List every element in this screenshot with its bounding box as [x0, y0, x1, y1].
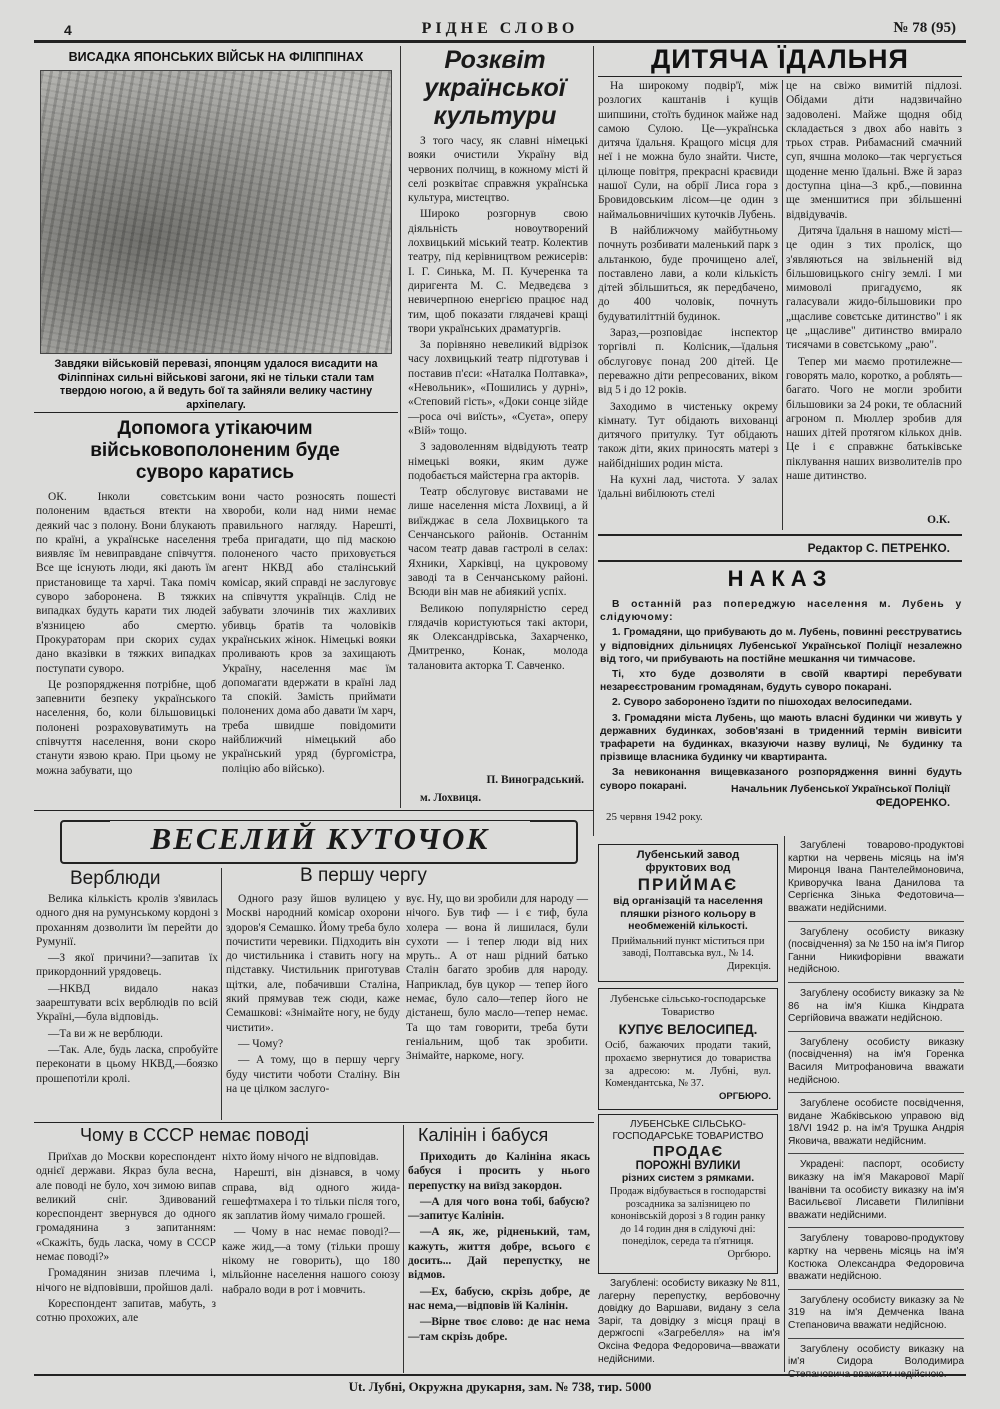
- canteen-p3: Зараз,—розповідає інспектор торгівлі п. Колісник,—їдальня обслуговує понад 200 дітей. Це переважно діти репресованих, віком від 5 і до 12 років.: [598, 327, 778, 397]
- masthead-rule: [34, 40, 966, 43]
- canteen-p1: На широкому подвір'ї, між розлогих каштанів і кущів шипшини, стоїть будинок майже над самою Сулою. Це—українська дитяча їдальня. Кращого місця для неї і не можна було знайти. Чисте, цілюще повітря, прекрасні краєвиди нашої Сули, на обрії Лиса гора з Бровидовським лісом—це один з наймальовничіших куточків Лубень.: [598, 80, 778, 221]
- ad-hives-kind: різних систем з рямками.: [621, 1172, 755, 1184]
- ad-fruit-body: від організацій та населення пляшки різного кольору в необмеженій кількості.: [613, 895, 763, 932]
- order-headline: НАКАЗ: [727, 566, 833, 591]
- camels-p4: —Та ви ж не верблюди.: [48, 1027, 163, 1040]
- refugees-p2: Це розпорядження потрібне, щоб запевнити безпеку українського населення, бо, коли більшовицькі полонені розраховуватимуть на співчуття населення, вони скоро станути язвою краю. При цьому не можна забувати, що: [36, 678, 216, 777]
- weather-p1: Приїхав до Москви кореспондент однієї держави. Якраз була весна, але поводі не було, хоч зимою випав великий сніг. Здивований кореспондент звернувся до одного громадянина з запитанням: «Скажіть, будь ласка, чому в СССР немає поводі?»: [36, 1151, 216, 1264]
- order-date: 25 червня 1942 року.: [606, 811, 703, 823]
- culture-p5: Театр обслуговує виставами не лише населення міста Лохвиці, а й виїжджає в села Лохвицького та Сенчанського районів. Останнім часом театр давав гастролі в селах: Яхники, Харківці, на цукровому заводі та в Сенчанському районі. Всюди він мав не абиякий успіх.: [408, 486, 588, 599]
- ad-hives-body: Продаж відбувається в господарстві розсадника за залізницею по кононівській дорозі з 8 годин ранку до 14 годин дня в слідуючі дні: понеділок, середа та п'ятниця.: [609, 1186, 767, 1247]
- ad-fruit-org: Лубенський завод фруктових вод: [636, 849, 740, 874]
- culture-signature: П. Виноградський.: [486, 774, 584, 786]
- kalinin-body: [408, 1150, 590, 1380]
- order-item-5: За невиконання вищевказаного розпорядження винні будуть суворо покарані.: [600, 767, 962, 792]
- culture-headline: Розквіт української культури: [424, 46, 566, 130]
- weather-col2: [222, 1150, 400, 1380]
- ad-fruit-title: ПРИЙМАЄ: [637, 875, 739, 894]
- camels-p2: —З якої причини?—запитав їх прикордонний урядовець.: [36, 952, 218, 979]
- weather-p3: Кореспондент запитав, мабуть, з сотню прохожих, але: [36, 1297, 216, 1325]
- canteen-headline: ДИТЯЧА ЇДАЛЬНЯ: [651, 44, 909, 74]
- lost-notice: Загублену особисту виказку за № 86 на ім'я Кішка Кіндрата Сергійовича вважати недійсною.: [788, 988, 964, 1032]
- lost-notice: Загублену товарово-продуктову картку на червень місяць на ім'я Костюка Олександра Федоровича вважати недійсною.: [788, 1233, 964, 1289]
- culture-p6: Великою популярністю серед глядачів користуються такі актори, як Олександрівська, Захарченко, Дмитренко, Конак, молода талановита акторка Т. Савченко.: [408, 602, 588, 672]
- ad-bike-title: КУПУЄ ВЕЛОСИПЕД.: [618, 1022, 758, 1037]
- lost-notice: Украдені: паспорт, особисту виказку на ім'я Макарової Марії Іванівни та особисту виказку на ім'я Васильєвої Лисавети Пилипівни вважати недійсними.: [788, 1159, 964, 1228]
- page-number: 4: [64, 22, 72, 38]
- order-intro: В останній раз попереджую населення м. Лубень у слідуючому:: [600, 599, 962, 624]
- lost-notice: Загублену особисту виказку на ім'я Сидора Володимира: [788, 1343, 964, 1368]
- canteen-p4: Заходимо в чистеньку окрему кімнату. Тут обідають вихованці дитячого притулку. Тут обідають також діти, яких приносять матері з найбідніших родин міста.: [598, 400, 778, 470]
- weather-p2: Громадянин знизав плечима і, нічого не відповівши, пройшов далі.: [36, 1267, 216, 1294]
- kalinin-p3: —А як, же, рідненький, там, кажуть, життя добре, всього є досить... Дай перепустку, не відмов.: [408, 1226, 590, 1282]
- lost-notice: Загублену особисту виказку за № 319 на ім'я Демченка Івана Степановича вважати недійсною.: [788, 1295, 964, 1339]
- humor-mid-rule: [34, 1122, 594, 1123]
- weather-p6: — Чому в нас немає поводі?—каже жид,—а тому (тільки прошу нікому не говорить), що 180 мільйонне населення нашого союзу набрало води в рот і мовчить.: [222, 1226, 400, 1296]
- weather-title: Чому в СССР немає поводі: [80, 1125, 309, 1145]
- refugees-p1: ОК. Інколи совєтським полоненим вдається втекти на деякий час з полону. Вони блукають по країні, а українське населення виявляє їм невиправдане співчуття. Все ще існують люди, які дають їм пристановище та харчі. Така поміч суворо заборонена. В тяжких випадках будуть карати тих людей в'язницею або смертю. Прокураторам при скорих судах дано вказівки в тяжких випадках поступати суворо.: [36, 491, 216, 675]
- canteen-p2: В найближчому майбутньому почнуть розбивати маленький парк з альтанкою, буде прочищено алеї, поставлено лави, а коли кількість дітей збільшиться, як передбачено, до 400 чоловік, почнуть будуватиліттній будинок.: [598, 224, 778, 323]
- ad-hives: [598, 1114, 778, 1274]
- order-item-4: 3. Громадяни міста Лубень, що мають власні будинки чи живуть у державних будинках, зобов'язані в триденний термін вивісити трафарети на будинках, вказуючи назву вулиці, № будинку та прізвище власника будинку чи квартиранта.: [600, 712, 962, 764]
- order-item-1: 1. Громадяни, що прибувають до м. Лубень, повинні реєструватись у відповідних дільницях Лубенської Української Поліції незалежно від того, чи прибувають на постійне мешкання чи тимчасове.: [600, 627, 962, 665]
- photo-rule: [34, 412, 398, 413]
- refugees-col2: [222, 490, 396, 810]
- ad-hives-sign: Оргбюро.: [727, 1248, 771, 1260]
- ad-fruit-note: Приймальний пункт міститься при заводі, Полтавська вул., № 14.: [611, 935, 765, 959]
- culture-p1: З того часу, як славні німецькі вояки очистили Україну від червоних полчищ, в кожному місті й селі розквітає справжня українська культура, мистецтво.: [408, 135, 588, 205]
- culture-p2: Широко розгорнув свою діяльність новоутворений лохвицький міський театр. Колектив театру, під керівництвом режисерів: І. Г. Синька, М. П. Кучеренка та диригента М. С. Медведєва з невичерпною енергією працює над тим, щоб показати глядачеві кращі твори українських драматургів.: [408, 208, 588, 335]
- editor-rule: [598, 560, 962, 562]
- ad-bike-sign: ОРГБЮРО.: [719, 1091, 771, 1103]
- photo-caption: Завдяки військовій перевазі, японцям удалося висадити на Філіппінах сильні військові загони, які не тільки стали там твердою ногою, а й ведуть бої та зайняли велику частину архіпелагу.: [54, 358, 378, 411]
- ad-fruit-sign: Дирекція.: [727, 960, 771, 972]
- refugees-p3: вони часто розносять пошесті хвороби, коли над ними немає правильного нагляду. Нарешті, треба пригадати, що під маскою полоненого часто приховується агент НКВД або сталінський комісар, який справді не заслуговує на співчуття українців. Слід не забувати злочинів тих жахливих убивць братів та чоловіків українських жінок. Німецькі вояки проливають кров за захищають Україну, населення має їм допомагати вдержати в країні лад та спокій. Замість приймати полонених дома або давати їм харч, треба швидше повідомити найближчий німецький або український уряд (бургомістра, поліцію або військо).: [222, 491, 396, 775]
- lost-notice: Загублені товарово-продуктові картки на червень місяць на ім'я Миронця Івана Пантелеймоновича, Криворучка Івана Данилова та Сергієнка Зінька Федотовича—вважати недійсними.: [788, 840, 964, 922]
- lost-main: [598, 1278, 780, 1368]
- canteen-signature: О.К.: [927, 514, 950, 526]
- culture-p4: З задоволенням відвідують театр німецькі вояки, яким дуже подобається майстерна гра акторів.: [408, 441, 588, 482]
- ad-hives-title: ПРОДАЄ: [652, 1143, 724, 1160]
- kalinin-p1: Приходить до Калініна якась бабуся і просить у нього перепустку на виїзд закордон.: [408, 1151, 590, 1192]
- order-item-3: 2. Суворо заборонено їздити по пішоходах велосипедами.: [612, 697, 912, 709]
- col-rule-1: [400, 46, 401, 808]
- issue-number: № 78 (95): [893, 20, 956, 36]
- first-title: В першу чергу: [300, 865, 427, 886]
- camels-title: Верблюди: [70, 868, 161, 889]
- canteen-p7: Дитяча їдальня в нашому місті—це один з тих проліск, що з'являються на звільненій від більшовицького снігу землі. І ми мимоволі пригадуємо, як галасували жидо-більшовики про „щасливе совєтське дитинство" і як це „щасливе" дитинство вмирало тисячами в совєтському „раю".: [786, 224, 962, 352]
- footer-imprint: Ut. Лубні, Окружна друкарня, зам. № 738, тир. 5000: [348, 1379, 652, 1394]
- ad-fruit: [598, 844, 778, 982]
- ad-hives-org: ЛУБЕНСЬКЕ СІЛЬСЬКО-ГОСПОДАРСЬКЕ ТОВАРИСТВО: [612, 1119, 764, 1142]
- camels-p1: Велика кількість кролів з'явилась одного дня на румунському кордоні з проханням дозволити їм перейти до Румунії.: [36, 893, 218, 948]
- order-body: [600, 598, 962, 795]
- ad-bike: [598, 988, 778, 1110]
- refugees-col1: [36, 490, 216, 810]
- canteen-col2: [786, 79, 962, 513]
- kalinin-title: Калінін і бабуся: [418, 1125, 549, 1145]
- order-sign-title: Начальник Лубенської Української Поліції: [730, 783, 950, 795]
- ad-hives-subtitle: ПОРОЖНІ ВУЛИКИ: [635, 1160, 741, 1172]
- lost-notices: [788, 840, 964, 1372]
- lost-notice: Загублене особисте посвідчення, видане Жабківською управою від 18/VI 1942 р. на ім'я Трушка Андрія Яковича, вважати недійсним.: [788, 1098, 964, 1154]
- kalinin-p2: —А для чого вона тобі, бабусю?—запитує Калінін.: [408, 1195, 590, 1223]
- camels-body: [36, 892, 218, 1122]
- canteen-bottom-rule: [598, 534, 962, 536]
- lost-main-text: Загублені: особисту виказку № 811, лагерну перепустку, вербовочну довідку до Варшави, видану з села Заріг, та довідку з місця праці в держгоспі «Загребелля» на ім'я Оксіна Федора Федоровича—вважати недійсними.: [598, 1278, 780, 1365]
- editor-line: Редактор С. ПЕТРЕНКО.: [807, 541, 950, 555]
- first-p2: — Чому?: [238, 1037, 284, 1050]
- photo-headline: ВИСАДКА ЯПОНСЬКИХ ВІЙСЬК НА ФІЛІППІНАХ: [68, 50, 364, 64]
- canteen-p5: На кухні лад, чистота. У залах їдальні вибілюють стелі: [598, 474, 778, 501]
- weather-p4: ніхто йому нічого не відповідав.: [222, 1151, 379, 1163]
- first-p1: Одного разу йшов вулицею у Москві народний комісар охорони здоров'я Семашко. Йому треба було почистити черевики. Підходить він до чистильника і ставить ногу на підставку. Чистильник приготував щітки, але, побачивши Сталіна, який прямував теж сюди, каже Семашкові: «Знімайте ногу, не буду чистити».: [226, 893, 400, 1034]
- first-col2: [406, 892, 588, 1122]
- ad-bike-org: Лубенське сільсько-господарське Товариство: [610, 993, 766, 1018]
- humor-rule-top: [34, 810, 594, 811]
- lost-notice: Загублену особисту виказку (посвідчення) на ім'я Горенка Василя Митрофановича вважати недійсною.: [788, 1037, 964, 1093]
- canteen-p6: це на свіжо вимитій підлозі. Обідами діти надзвичайно задоволені. Майже щодня обід складається з двох або навіть з трьох страв. Рибамасний смачний суп, ячшна молоко—так чергується щоденне меню їдальні. Вже й зараз доступна ціна—3 крб.,—повинна ще зменшитися при збільшенні відвідувачів.: [786, 80, 962, 221]
- footer-rule: [34, 1374, 966, 1376]
- lost-notice: Загублену особисту виказку (посвідчення) за № 150 на ім'я Пигор Ганни Никифорівни вважати недійсною.: [788, 927, 964, 983]
- camels-p3: —НКВД видало наказ заарештувати всіх верблюдів по всій Україні,—була відповідь.: [36, 982, 218, 1024]
- refugees-headline: Допомога утікаючим військовополоненим буде суворо каратись: [90, 418, 340, 483]
- humor-col-rule-1: [221, 868, 222, 1120]
- kalinin-p5: —Вірне твоє слово: де нас нема—там скрізь добре.: [408, 1316, 590, 1343]
- humor-banner: ВЕСЕЛИЙ КУТОЧОК: [110, 821, 530, 857]
- canteen-p8: Тепер ми маємо протилежне—говорять мало, коротко, а роблять—багато. Чого не могли зробити більшовики за 24 роки, те обласний агроном п. Мюллер зробив для наших дітей протягом кількох днів. Це і є справжнє батьківське піклування наших визволителів про наше дитинство.: [786, 355, 962, 483]
- humor-col-rule-2: [403, 1125, 404, 1373]
- first-col1: [226, 892, 400, 1122]
- weather-col1: [36, 1150, 216, 1380]
- first-p3: — А тому, що в першу чергу буду чистити чоботи Сталіну. Він на це цілком заслуго-: [226, 1054, 400, 1095]
- camels-p5: —Так. Але, будь ласка, спробуйте переконати в цьому НКВД,—боязко прошепотіли кролі.: [36, 1043, 218, 1085]
- canteen-rule: [598, 76, 962, 77]
- col-rule-2: [593, 46, 594, 836]
- first-p4: вує. Ну, що ви зробили для народу — нічого. Був тиф — і є тиф, була холера — вона й лишилася, були сухоти — і тепер люди від них мруть.. А от наш рідний батько Сталін багато зробив для народу. Наприклад, був цукор — тепер його немає, було сало—тепер його не дістанеш, було масло—тепер немає. Та що там говорити, треба бути геніальним, щоб так зробити. Знімайте, наркоме, ногу.: [406, 893, 588, 1063]
- canteen-col-rule: [782, 80, 783, 530]
- ad-bike-body: Осіб, бажаючих продати такий, прохаємо звернутися до товариства за адресою: м. Лубні, вул. Комендантська, № 37.: [605, 1040, 771, 1090]
- order-sign-name: ФЕДОРЕНКО.: [875, 797, 950, 809]
- canteen-col1: [598, 79, 778, 529]
- weather-p5: Нарешті, він дізнався, в чому справа, від одного жида-гешефтмахера і то тільки після того, як заплатив йому чимало грошей.: [222, 1167, 400, 1223]
- culture-p3: За порівняно невеликий відрізок часу лохвицький театр підготував і поставив п'єси: «Наталка Полтавка», «Невольник», «Пошились у дурні», «Степовий гість», «Доки сонце зійде—роса очі виїсть», «Суєта», оперу «Вій» тощо.: [408, 339, 588, 437]
- paper-title: РІДНЕ СЛОВО: [421, 20, 579, 37]
- kalinin-p4: —Ех, бабусю, скрізь добре, де нас нема,—відповів їй Калінін.: [408, 1285, 590, 1312]
- photo-philippines: [40, 70, 392, 354]
- order-item-2: Ті, хто буде дозволяти в своїй квартирі перебувати незареєстрованим громадянам, будуть суворо покарані.: [600, 669, 962, 694]
- culture-body: [408, 134, 588, 774]
- culture-place: м. Лохвиця.: [420, 792, 482, 804]
- ads-col-rule: [784, 836, 785, 1372]
